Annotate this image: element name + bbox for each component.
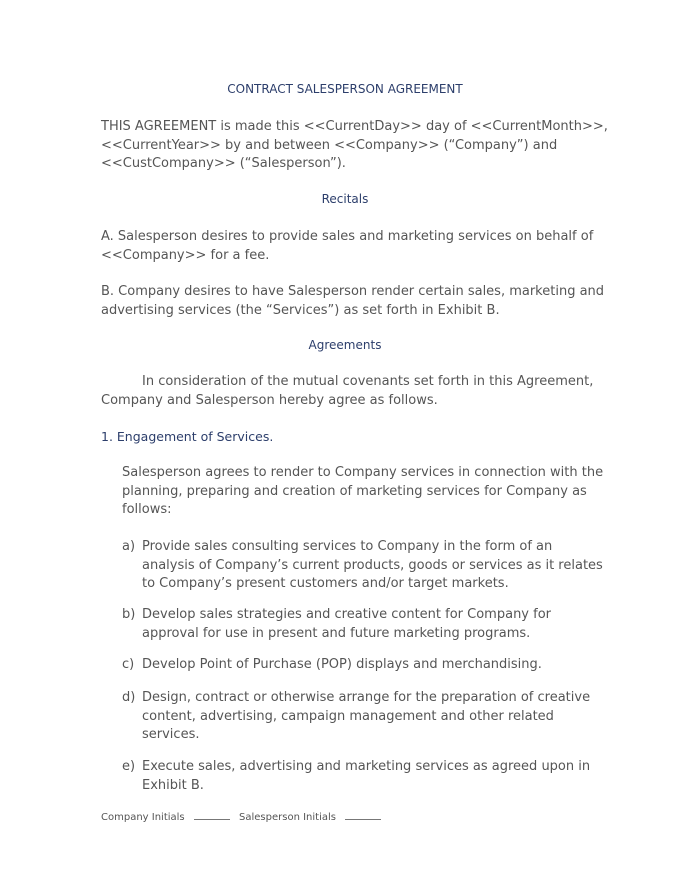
consideration-paragraph — [101, 373, 593, 410]
consideration-line: Company and Salesperson hereby agree as follows. — [101, 392, 438, 408]
company-initials-label: Company Initials — [101, 812, 185, 823]
recital-b-line: advertising services (the “Services”) as set forth in Exhibit B. — [101, 302, 500, 318]
list-line: approval for use in present and future marketing programs. — [142, 625, 531, 641]
list-line: Develop sales strategies and creative content for Company for — [142, 607, 552, 622]
salesperson-initials-blank[interactable] — [345, 811, 381, 820]
list-marker: b) — [122, 607, 136, 622]
initials-footer — [101, 811, 387, 823]
company-initials-blank[interactable] — [194, 811, 230, 820]
section-1-intro-line: Salesperson agrees to render to Company services in connection with the — [122, 465, 604, 480]
intro-paragraph — [101, 118, 608, 174]
list-line: Exhibit B. — [142, 777, 204, 793]
intro-line: <<CustCompany>> (“Salesperson”). — [101, 156, 346, 171]
recital-a-line: <<Company>> for a fee. — [101, 247, 270, 263]
section-1-intro — [122, 464, 603, 520]
intro-line: <<CurrentYear>> by and between <<Company>> (“Company”) and — [101, 137, 558, 153]
intro-line: THIS AGREEMENT is made this <<CurrentDay>> day of <<CurrentMonth>>, — [101, 119, 608, 134]
list-line: Develop Point of Purchase (POP) displays and merchandising. — [142, 657, 542, 672]
list-line: services. — [142, 727, 200, 742]
salesperson-initials-label: Salesperson Initials — [239, 812, 336, 823]
section-1-intro-line: follows: — [122, 502, 172, 517]
document-title: CONTRACT SALESPERSON AGREEMENT — [227, 82, 463, 96]
recitals-heading: Recitals — [321, 192, 369, 206]
list-line: content, advertising, campaign management and other related — [142, 708, 554, 724]
recital-b — [101, 283, 604, 320]
recital-b-line: B. Company desires to have Salesperson render certain sales, marketing and — [101, 284, 605, 299]
section-1-intro-line: planning, preparing and creation of marketing services for Company as — [122, 483, 587, 499]
list-marker: d) — [122, 690, 136, 705]
list-line: Provide sales consulting services to Company in the form of an — [142, 539, 553, 554]
list-line: Execute sales, advertising and marketing services as agreed upon in — [142, 759, 591, 774]
recital-a-line: A. Salesperson desires to provide sales and marketing services on behalf of — [101, 229, 594, 244]
agreements-heading: Agreements — [308, 338, 382, 352]
recital-a — [101, 228, 593, 265]
list-marker: e) — [122, 759, 136, 774]
section-1-title: 1. Engagement of Services. — [101, 429, 274, 444]
list-line: Design, contract or otherwise arrange for the preparation of creative — [142, 690, 591, 705]
list-line: analysis of Company’s current products, goods or services as it relates — [142, 557, 603, 573]
consideration-line: In consideration of the mutual covenants set forth in this Agreement, — [142, 374, 594, 389]
list-line: to Company’s present customers and/or target markets. — [142, 576, 509, 591]
list-marker: c) — [122, 657, 135, 672]
list-marker: a) — [122, 539, 136, 554]
